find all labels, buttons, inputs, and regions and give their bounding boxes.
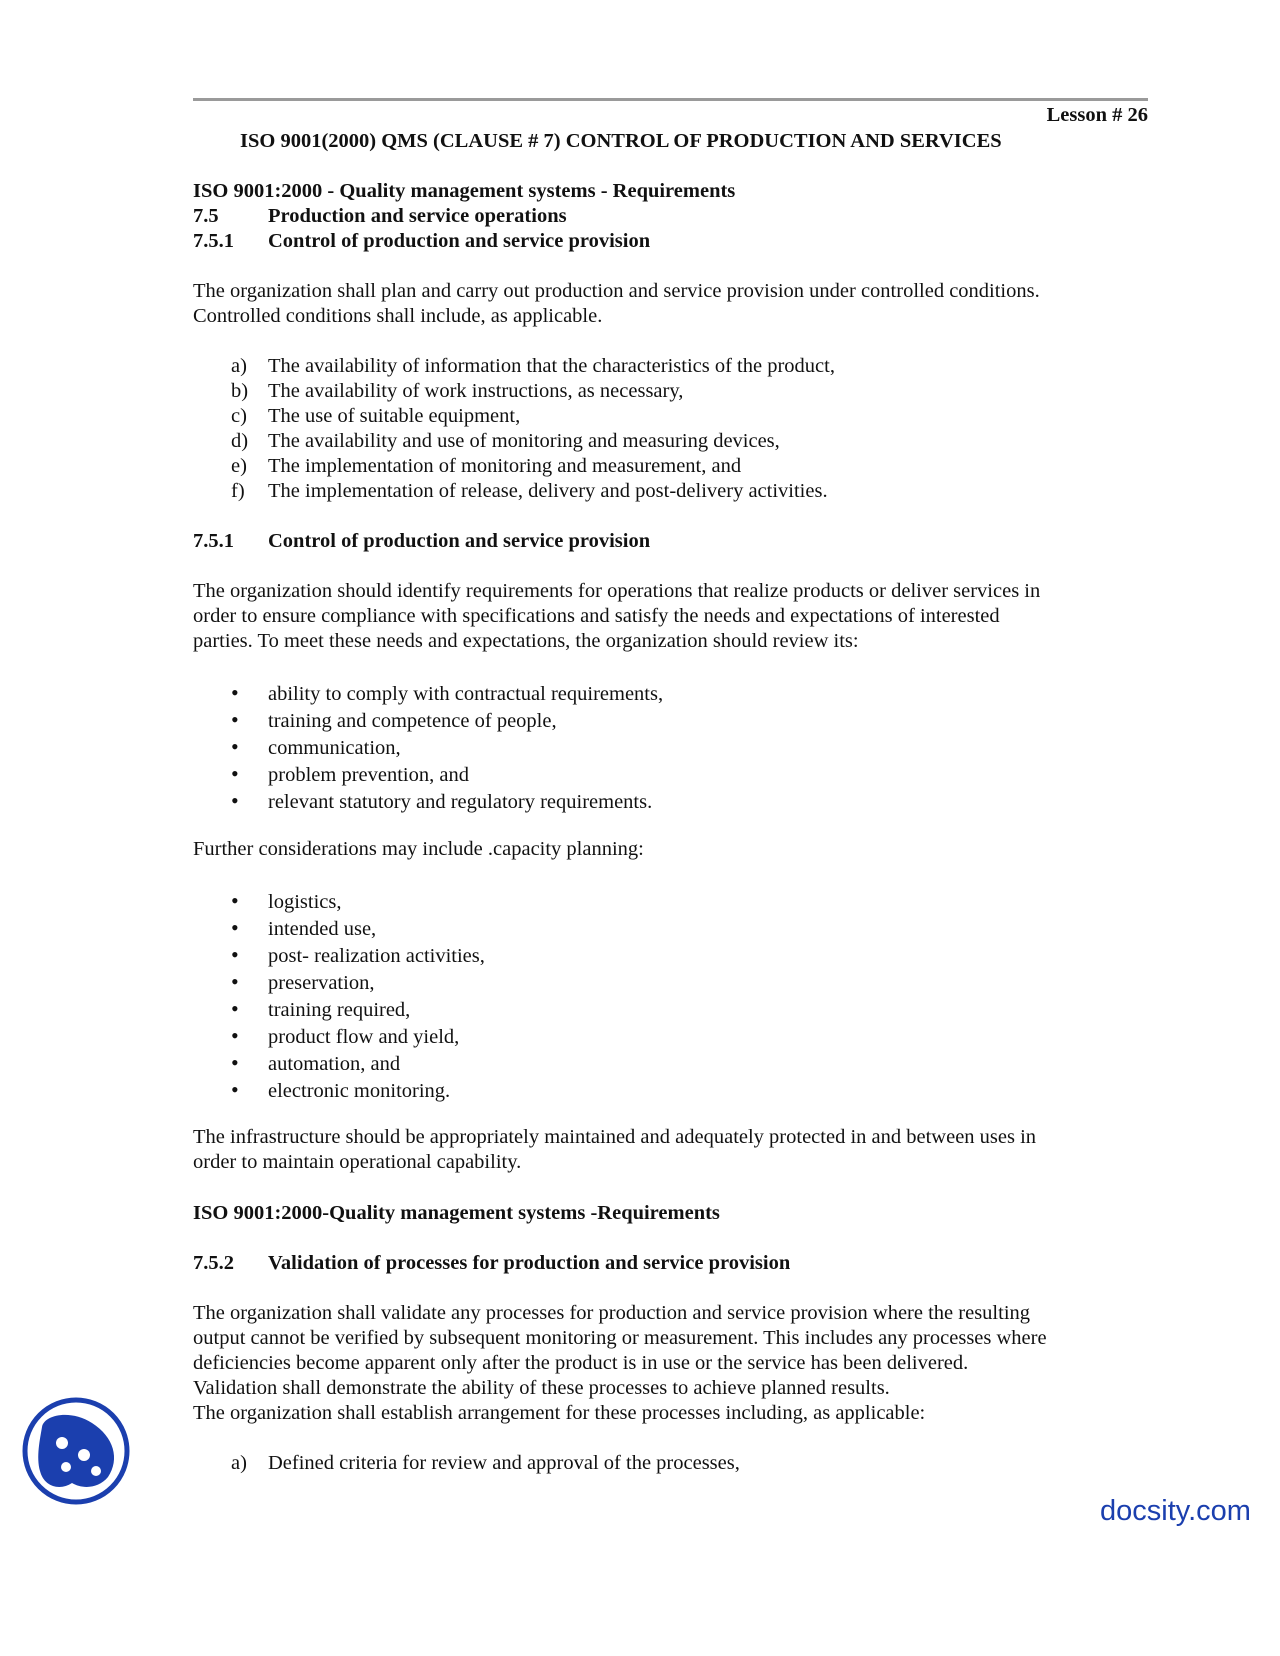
- paragraph-line: The infrastructure should be appropriately maintained and adequately protected in and between uses in: [193, 1126, 1037, 1148]
- bullet-item: • problem prevention, and: [231, 761, 469, 786]
- bullet-item: • ability to comply with contractual requirements,: [231, 680, 664, 705]
- list-item: d) The availability and use of monitoring and measuring devices,: [231, 430, 780, 452]
- bullet-item: • preservation,: [231, 969, 375, 994]
- bullet-item: • training required,: [231, 996, 411, 1021]
- section-heading-iso: ISO 9001:2000 - Quality management systems - Requirements: [193, 180, 736, 202]
- bullet-item: • training and competence of people,: [231, 707, 557, 732]
- list-item: c) The use of suitable equipment,: [231, 405, 521, 427]
- heading-7-5: 7.5 Production and service operations: [193, 205, 567, 227]
- paragraph-line: deficiencies become apparent only after the product is in use or the service has been delivered.: [193, 1352, 969, 1374]
- docsity-brand-text[interactable]: docsity.com: [1100, 1495, 1251, 1527]
- bullet-item: • product flow and yield,: [231, 1023, 460, 1048]
- list-item: a) The availability of information that the characteristics of the product,: [231, 355, 835, 377]
- list-item: e) The implementation of monitoring and measurement, and: [231, 455, 742, 477]
- heading-7-5-2: 7.5.2 Validation of processes for production and service provision: [193, 1252, 791, 1274]
- bullet-item: • relevant statutory and regulatory requirements.: [231, 788, 653, 813]
- paragraph-line: Controlled conditions shall include, as applicable.: [193, 305, 603, 327]
- document-title: ISO 9001(2000) QMS (CLAUSE # 7) CONTROL OF PRODUCTION AND SERVICES: [240, 130, 1002, 152]
- paragraph-line: order to ensure compliance with specifications and satisfy the needs and expectations of interested: [193, 605, 1000, 627]
- paragraph-line: The organization shall establish arrangement for these processes including, as applicable:: [193, 1402, 926, 1424]
- paragraph-line: Validation shall demonstrate the ability of these processes to achieve planned results.: [193, 1377, 890, 1399]
- bullet-item: • communication,: [231, 734, 401, 759]
- bullet-item: • logistics,: [231, 888, 342, 913]
- section-heading-iso-2: ISO 9001:2000-Quality management systems -Requirements: [193, 1202, 720, 1224]
- bullet-item: • electronic monitoring.: [231, 1077, 451, 1102]
- list-item: f) The implementation of release, delivery and post-delivery activities.: [231, 480, 828, 502]
- paragraph-line: The organization should identify requirements for operations that realize products or deliver services in: [193, 580, 1041, 602]
- lesson-number: Lesson # 26: [1046, 104, 1148, 126]
- paragraph-line: output cannot be verified by subsequent monitoring or measurement. This includes any processes where: [193, 1327, 1047, 1349]
- bullet-item: • automation, and: [231, 1050, 401, 1075]
- bullet-item: • post- realization activities,: [231, 942, 485, 967]
- top-rule: [193, 98, 1148, 101]
- docsity-logo-icon: [22, 1397, 130, 1505]
- list-item: a) Defined criteria for review and approval of the processes,: [231, 1452, 740, 1474]
- paragraph-line: parties. To meet these needs and expectations, the organization should review its:: [193, 630, 859, 652]
- paragraph-line: Further considerations may include .capacity planning:: [193, 838, 644, 860]
- paragraph-line: The organization shall plan and carry out production and service provision under controlled conditions.: [193, 280, 1040, 302]
- heading-7-5-1: 7.5.1 Control of production and service provision: [193, 230, 651, 252]
- bullet-item: • intended use,: [231, 915, 377, 940]
- heading-7-5-1-repeat: 7.5.1 Control of production and service provision: [193, 530, 651, 552]
- paragraph-line: The organization shall validate any processes for production and service provision where the resulting: [193, 1302, 1031, 1324]
- paragraph-line: order to maintain operational capability.: [193, 1151, 522, 1173]
- list-item: b) The availability of work instructions, as necessary,: [231, 380, 684, 402]
